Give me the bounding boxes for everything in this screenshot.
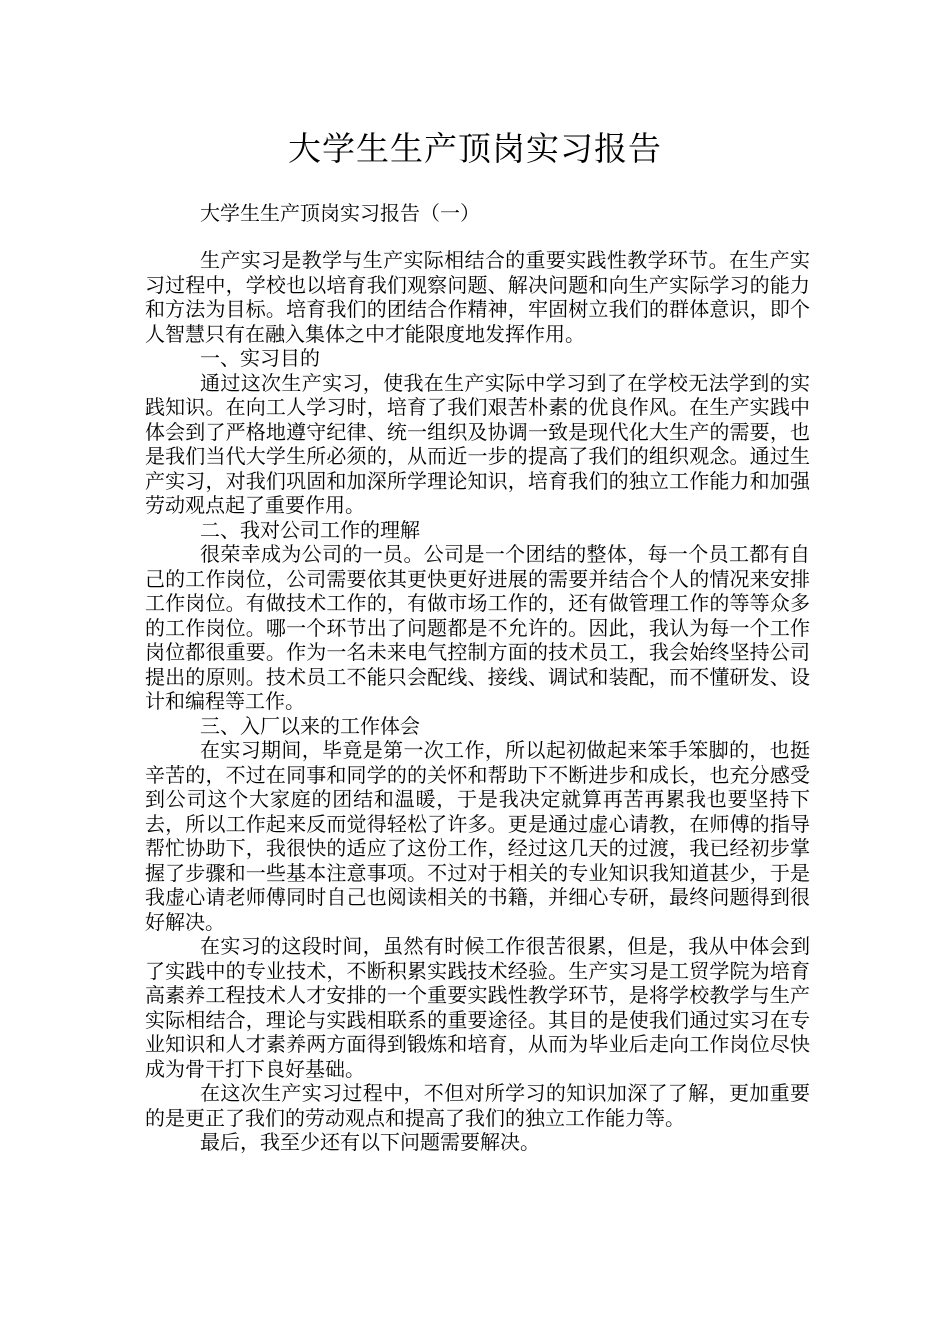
closing-paragraph: 最后，我至少还有以下问题需要解决。 [200, 1130, 540, 1154]
document-body [145, 248, 810, 1155]
document-title: 大学生生产顶岗实习报告 [288, 129, 662, 168]
section-heading-purpose: 一、实习目的 [200, 346, 320, 370]
section-heading-experience: 三、入厂以来的工作体会 [200, 713, 420, 738]
experience-paragraph-3: 在这次生产实习过程中，不但对所学习的知识加深了了解，更加重要的是更正了我们的劳动观点和提高了我们的独立工作能力等。 [145, 1081, 810, 1130]
experience-paragraph-2: 在实习的这段时间，虽然有时候工作很苦很累，但是，我从中体会到了实践中的专业技术，不断积累实践技术经验。生产实习是工贸学院为培育高素养工程技术人才安排的一个重要实践性教学环节，是将学校教学与生产实际相结合，理论与实践相联系的重要途径。其目的是使我们通过实习在专业知识和人才素养两方面得到锻炼和培育，从而为毕业后走向工作岗位尽快成为骨干打下良好基础。 [145, 934, 810, 1081]
company-paragraph: 很荣幸成为公司的一员。公司是一个团结的整体，每一个员工都有自己的工作岗位，公司需要依其更快更好进展的需要并结合个人的情况来安排工作岗位。有做技术工作的，有做市场工作的，还有做管理工作的等等众多的工作岗位。哪一个环节出了问题都是不允许的。因此，我认为每一个工作岗位都很重要。作为一名未来电气控制方面的技术员工，我会始终坚持公司提出的原则。技术员工不能只会配线、接线、调试和装配，而不懂研发、设计和编程等工作。 [145, 542, 810, 713]
section-heading-company: 二、我对公司工作的理解 [200, 517, 420, 542]
intro-paragraph: 生产实习是教学与生产实际相结合的重要实践性教学环节。在生产实习过程中，学校也以培育我们观察问题、解决问题和向生产实际学习的能力和方法为目标。培育我们的团结合作精神，牢固树立我们的群体意识，即个人智慧只有在融入集体之中才能限度地发挥作用。 [145, 248, 810, 346]
document-subtitle: 大学生生产顶岗实习报告（一） [200, 201, 480, 225]
purpose-paragraph: 通过这次生产实习，使我在生产实际中学习到了在学校无法学到的实践知识。在向工人学习时，培育了我们艰苦朴素的优良作风。在生产实践中体会到了严格地遵守纪律、统一组织及协调一致是现代化大生产的需要，也是我们当代大学生所必须的，从而近一步的提高了我们的组织观念。通过生产实习，对我们巩固和加深所学理论知识，培育我们的独立工作能力和加强劳动观点起了重要作用。 [145, 370, 810, 517]
experience-paragraph-1: 在实习期间，毕竟是第一次工作，所以起初做起来笨手笨脚的，也挺辛苦的，不过在同事和同学的的关怀和帮助下不断进步和成长，也充分感受到公司这个大家庭的团结和温暖，于是我决定就算再苦再累我也要坚持下去，所以工作起来反而觉得轻松了许多。更是通过虚心请教，在师傅的指导帮忙协助下，我很快的适应了这份工作，经过这几天的过渡，我已经初步掌握了步骤和一些基本注意事项。不过对于相关的专业知识我知道甚少，于是我虚心请老师傅同时自己也阅读相关的书籍，并细心专研，最终问题得到很好解决。 [145, 738, 810, 934]
